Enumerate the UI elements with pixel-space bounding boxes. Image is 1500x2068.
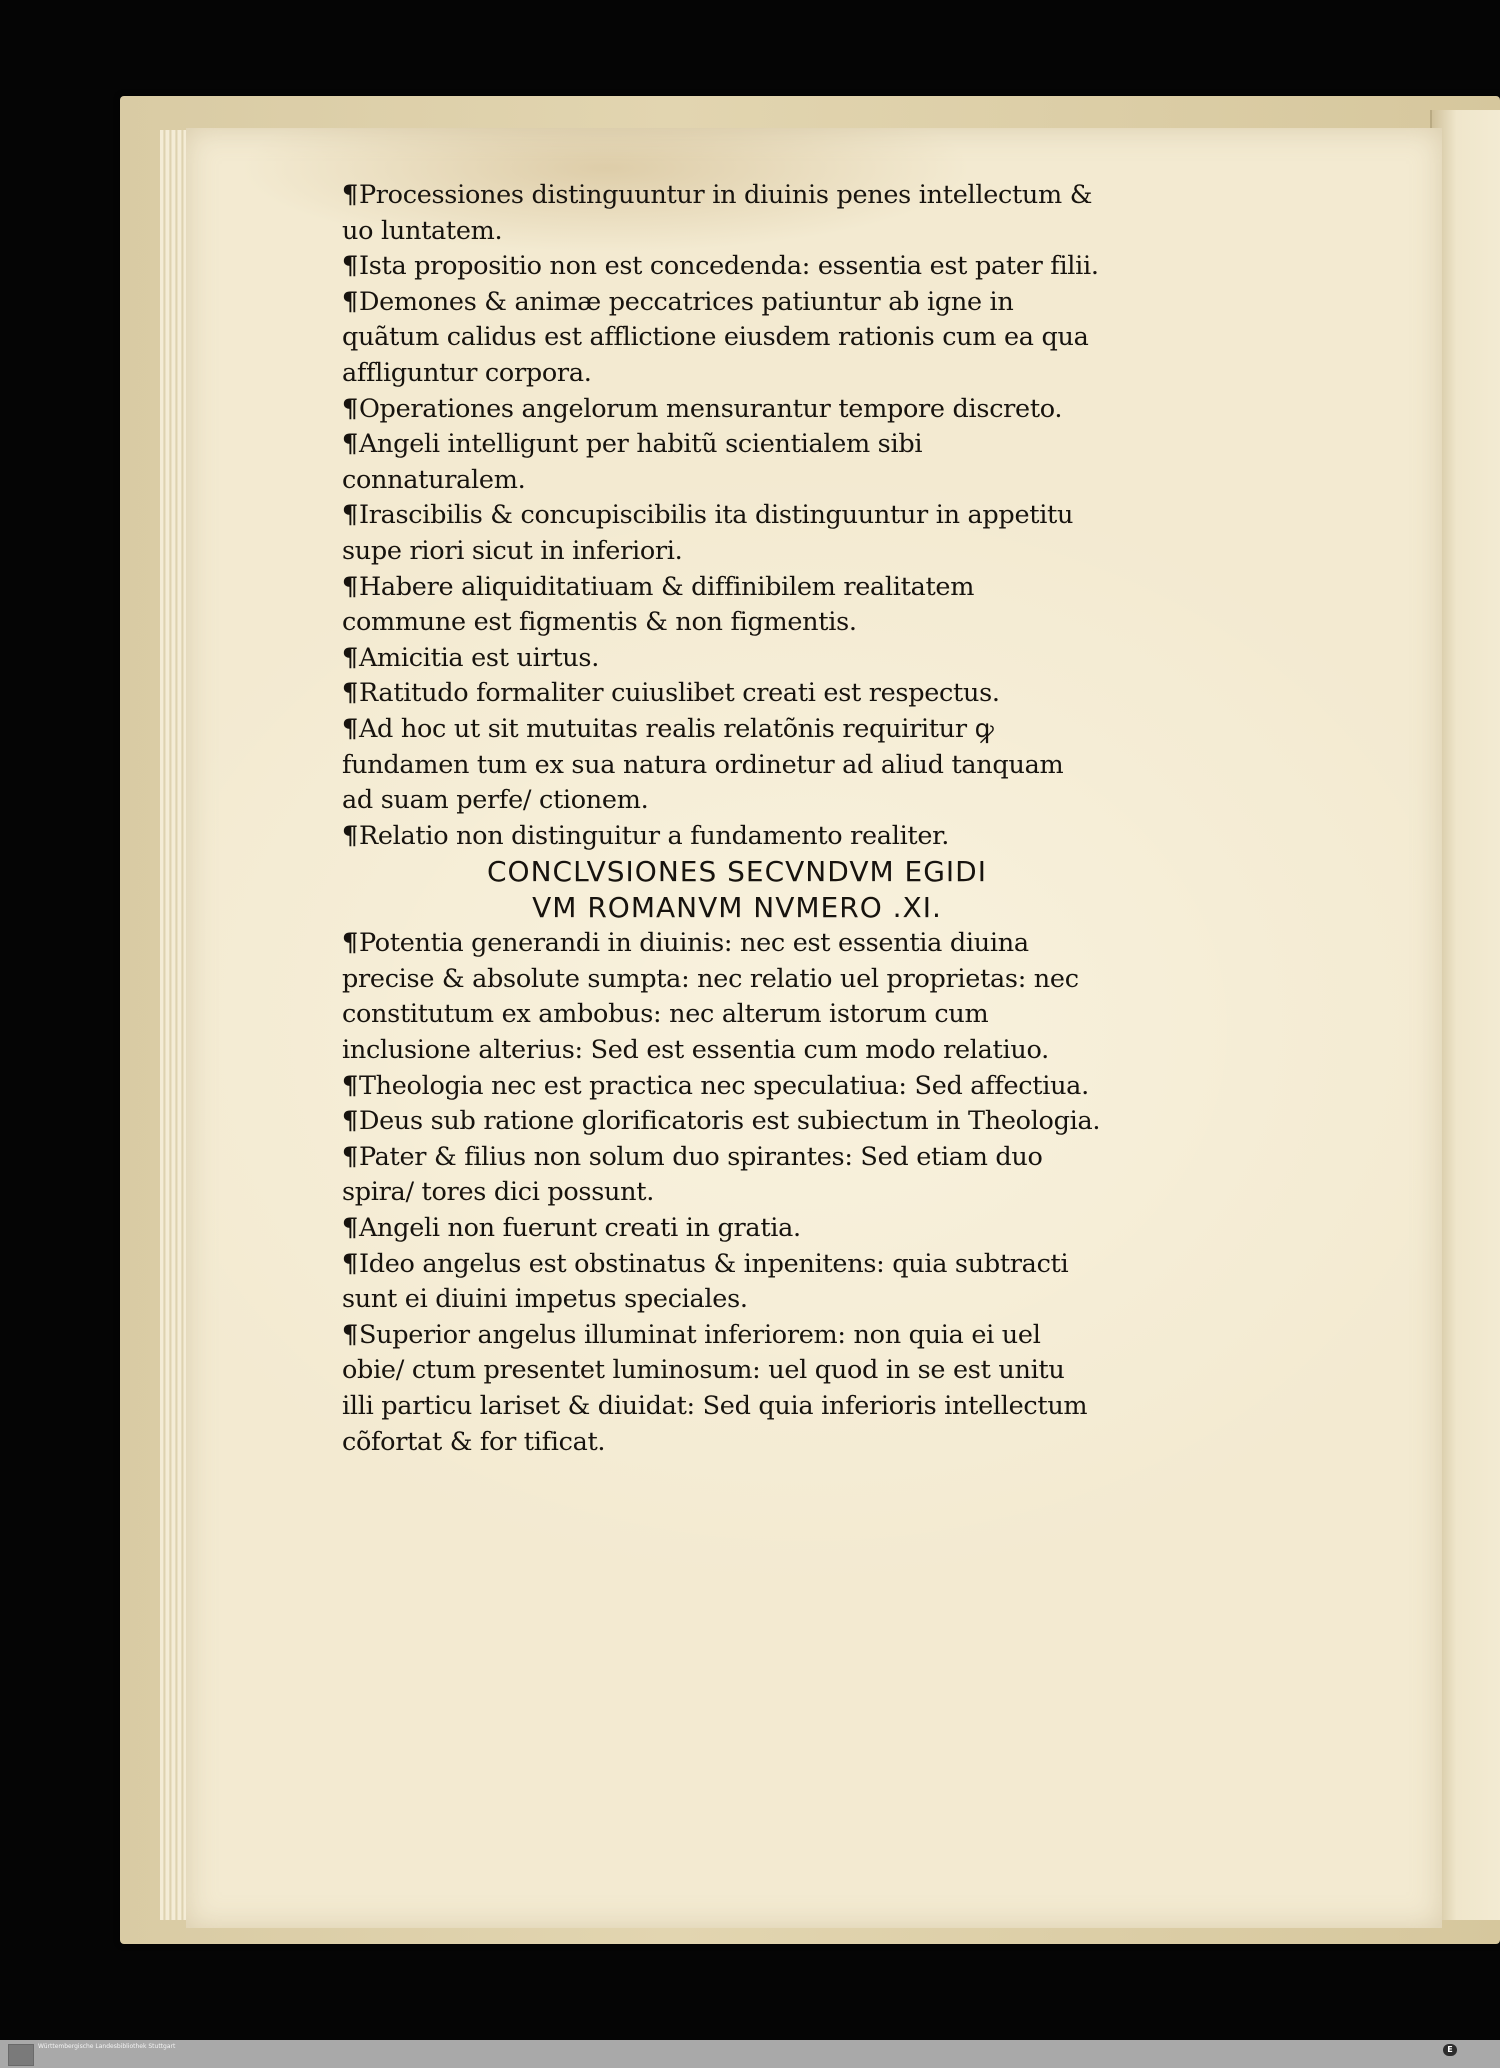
page-edges — [160, 130, 186, 1920]
paragraph: ¶Angeli non fuerunt creati in gratia. — [342, 1213, 801, 1244]
pilcrow-icon: ¶ — [342, 1319, 358, 1350]
paragraph: ¶Operationes angelorum mensurantur tempore discreto. — [342, 393, 1063, 424]
pilcrow-icon: ¶ — [342, 642, 358, 673]
paragraph: ¶Potentia generandi in diuinis: nec est essentia diuina precise & absolute sumpta: nec relatio uel proprietas: nec constitutum ex ambobus: nec alterum istorum cum inclusione alterius: Sed est essentia cum modo relatiuo. — [342, 928, 1079, 1066]
pilcrow-icon: ¶ — [342, 429, 358, 460]
paragraph: ¶Demones & animæ peccatrices patiuntur ab igne in quãtum calidus est afflictione eiusdem rationis cum ea qua affliguntur corpora. — [342, 286, 1089, 388]
pilcrow-icon: ¶ — [342, 393, 358, 424]
heading-line: VM ROMANVM NVMERO .XI. — [532, 891, 942, 925]
paragraph: ¶Ideo angelus est obstinatus & inpenitens: quia subtracti sunt ei diuini impetus speciales. — [342, 1248, 1069, 1315]
paragraph: ¶Ad hoc ut sit mutuitas realis relatõnis requiritur ꝙ fundamen tum ex sua natura ordinetur ad aliud tanquam ad suam perfe/ ctionem. — [342, 713, 1064, 816]
paragraph: ¶Relatio non distinguitur a fundamento realiter. — [342, 820, 950, 851]
pilcrow-icon: ¶ — [342, 251, 358, 282]
library-name: Württembergische Landesbibliothek Stuttgart — [38, 2043, 176, 2050]
paragraph: ¶Irascibilis & concupiscibilis ita distinguuntur in appetitu supe riori sicut in inferiori. — [342, 500, 1074, 566]
badge-icon: E — [1443, 2044, 1457, 2056]
pilcrow-icon: ¶ — [342, 500, 358, 531]
pilcrow-icon: ¶ — [342, 1070, 358, 1101]
pilcrow-icon: ¶ — [342, 713, 358, 744]
pilcrow-icon: ¶ — [342, 1213, 358, 1244]
pilcrow-icon: ¶ — [342, 820, 358, 851]
pilcrow-icon: ¶ — [342, 571, 358, 602]
pilcrow-icon: ¶ — [342, 678, 358, 709]
footer-bar — [0, 2040, 1500, 2068]
pilcrow-icon: ¶ — [342, 928, 358, 959]
section-heading — [342, 854, 1102, 926]
paragraph: ¶Theologia nec est practica nec speculatiua: Sed affectiua. — [342, 1070, 1089, 1101]
paragraph: ¶Habere aliquiditatiuam & diffinibilem realitatem commune est figmentis & non figmentis. — [342, 571, 975, 638]
paragraph: ¶Processiones distinguuntur in diuinis penes intellectum & uo luntatem. — [342, 180, 1093, 246]
paragraph: ¶Superior angelus illuminat inferiorem: non quia ei uel obie/ ctum presentet luminosum: uel quod in se est unitu illi particu lariset & diuidat: Sed quia inferioris intellectum cõfortat & for tificat. — [342, 1319, 1088, 1457]
paragraph: ¶Pater & filius non solum duo spirantes: Sed etiam duo spira/ tores dici possunt. — [342, 1141, 1043, 1208]
heading-line: CONCLVSIONES SECVNDVM EGIDI — [486, 855, 987, 889]
paragraph: ¶Ista propositio non est concedenda: essentia est pater filii. — [342, 251, 1099, 282]
paragraph: ¶Ratitudo formaliter cuiuslibet creati est respectus. — [342, 678, 1000, 709]
badge — [1430, 2044, 1470, 2064]
library-logo-icon — [8, 2044, 34, 2066]
pilcrow-icon: ¶ — [342, 286, 358, 317]
paragraph: ¶Deus sub ratione glorificatoris est subiectum in Theologia. — [342, 1106, 1101, 1137]
pilcrow-icon: ¶ — [342, 1248, 358, 1279]
pilcrow-icon: ¶ — [342, 1141, 358, 1172]
page-text — [342, 178, 1102, 1460]
pilcrow-icon: ¶ — [342, 1106, 358, 1137]
paragraph: ¶Amicitia est uirtus. — [342, 642, 599, 673]
pilcrow-icon: ¶ — [342, 180, 358, 210]
paragraph: ¶Angeli intelligunt per habitũ scientialem sibi connaturalem. — [342, 429, 923, 495]
